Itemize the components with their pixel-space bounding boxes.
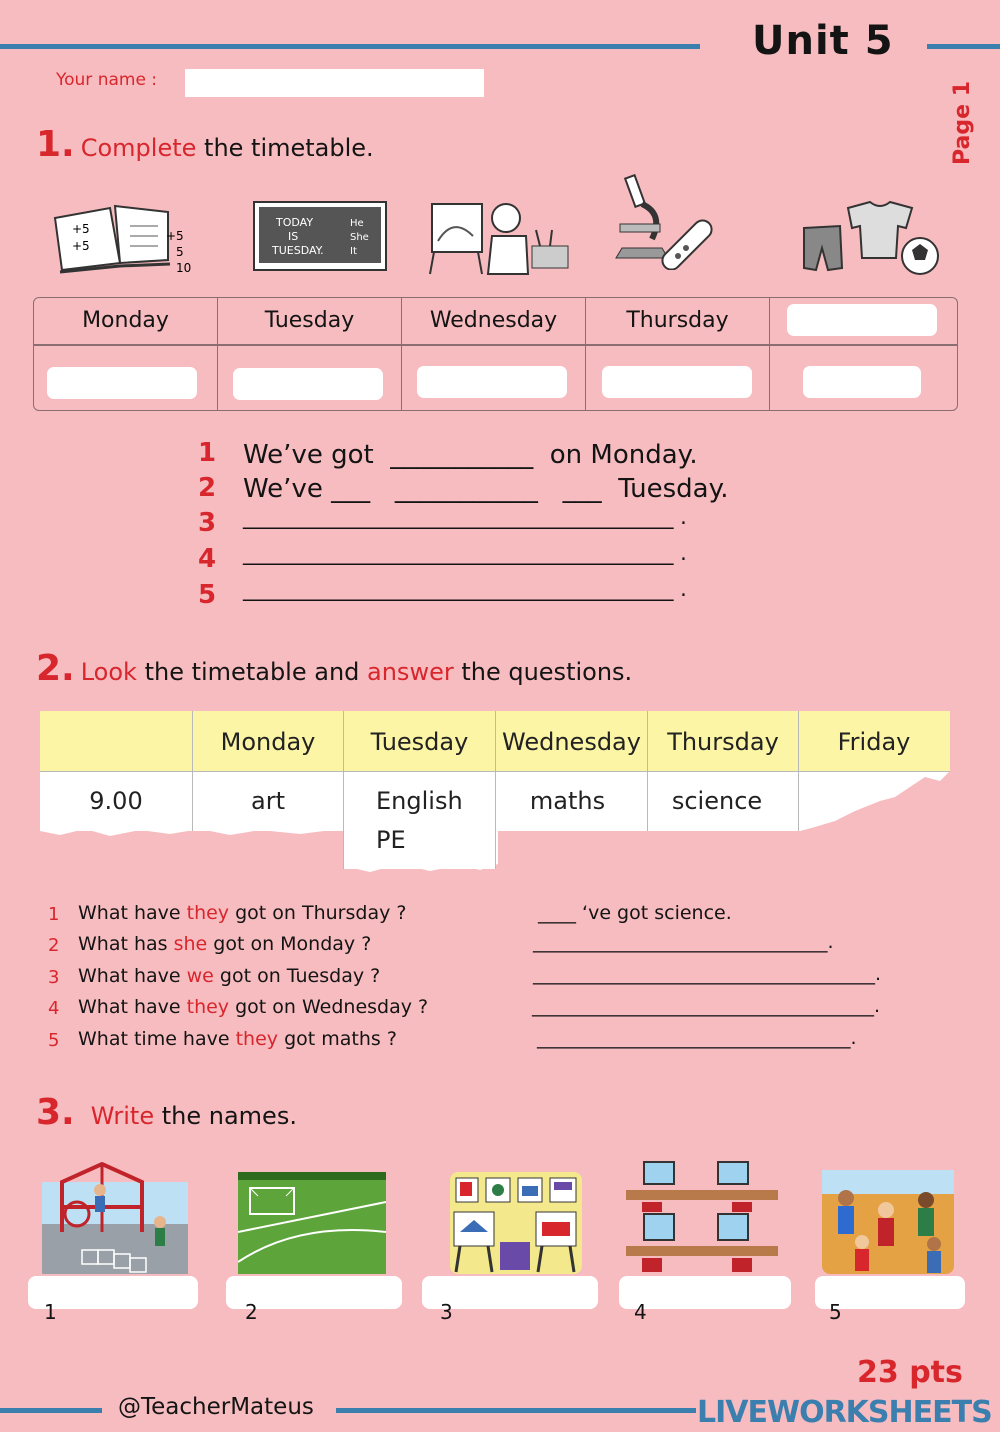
liveworksheets-logo: LIVEWORKSHEETS: [697, 1395, 992, 1430]
section3-title-rest: the names.: [154, 1102, 297, 1130]
tuesday-subject-input[interactable]: [233, 368, 383, 400]
q3-num: 3: [48, 967, 60, 988]
playground-picture: [42, 1162, 188, 1274]
svg-text:He: He: [350, 218, 364, 229]
q5-text: What time have they got maths ?: [78, 1028, 397, 1050]
section2-number: 2.: [36, 648, 75, 689]
name-input[interactable]: [185, 69, 484, 97]
q5-answer[interactable]: _________________________________.: [537, 1027, 857, 1049]
t2-thursday-subject: science: [671, 787, 763, 815]
section1-number: 1.: [36, 124, 75, 165]
t2-col-thursday: Thursday: [667, 728, 779, 756]
day-thursday: Thursday: [626, 308, 729, 333]
svg-text:+5: +5: [72, 222, 90, 236]
picture-label-2: 2: [245, 1300, 258, 1324]
footer-rule-right: [336, 1408, 696, 1413]
section1-title-rest: the timetable.: [196, 134, 374, 162]
svg-text:10: 10: [176, 261, 192, 275]
page-label: Page 1: [950, 80, 975, 165]
section1-title-verb: Complete: [80, 134, 197, 162]
t2-wednesday-subject: maths: [529, 787, 606, 815]
chalkboard-icon: [252, 198, 388, 274]
sentence-5[interactable]: _________________________________________ .: [243, 577, 687, 601]
torn-edge-right: [795, 771, 955, 833]
board-word-is: IS: [288, 230, 299, 243]
section1-title: [36, 124, 374, 165]
computer-room-picture: [622, 1160, 782, 1276]
section3-title: [36, 1092, 297, 1133]
picture-label-4: 4: [634, 1300, 647, 1324]
picture-label-5: 5: [829, 1300, 842, 1324]
svg-text:+5: +5: [166, 229, 184, 243]
t2-col-friday: Friday: [837, 728, 911, 756]
day-monday: Monday: [82, 308, 169, 333]
sports-field-picture: [238, 1172, 386, 1274]
t2-time: 9.00: [89, 787, 143, 815]
t2-tuesday-extra: PE: [376, 826, 406, 854]
t2-col-monday: Monday: [220, 728, 316, 756]
sentence-num-3: 3: [198, 508, 217, 538]
sentence-3[interactable]: _________________________________________ .: [243, 505, 687, 529]
microscope-icon: [612, 174, 762, 270]
q1-num: 1: [48, 904, 60, 925]
wednesday-subject-input[interactable]: [417, 366, 567, 398]
section2-title-end: the questions.: [453, 658, 633, 686]
q1-text: What have they got on Thursday ?: [78, 902, 407, 924]
section2-title-mid: the timetable and: [136, 658, 368, 686]
author-handle: @TeacherMateus: [118, 1394, 314, 1420]
top-rule-right: [927, 44, 1000, 49]
section2-title: [36, 648, 632, 689]
svg-text:It: It: [350, 246, 357, 257]
playing-children-picture: [822, 1170, 954, 1274]
picture-label-1: 1: [44, 1300, 57, 1324]
day5-input[interactable]: [787, 304, 937, 336]
sentence-num-1: 1: [198, 438, 217, 468]
svg-text:5: 5: [176, 245, 184, 259]
painting-child-icon: [428, 196, 573, 276]
row-divider: [34, 344, 957, 346]
sentence-1[interactable]: We’ve got ___________ on Monday.: [243, 440, 698, 470]
sentence-4[interactable]: _________________________________________ .: [243, 541, 687, 565]
q4-answer[interactable]: ____________________________________.: [532, 995, 881, 1017]
name-label: Your name :: [56, 70, 158, 90]
pe-clothes-icon: [800, 198, 942, 276]
footer-rule-left: [0, 1408, 102, 1413]
q3-answer[interactable]: ____________________________________.: [533, 963, 882, 985]
points-total: 23 pts: [857, 1355, 963, 1390]
board-word-today: TODAY: [276, 216, 314, 229]
section2-title-answer: answer: [367, 658, 454, 686]
q4-text: What have they got on Wednesday ?: [78, 996, 429, 1018]
svg-text:She: She: [350, 232, 369, 243]
sentence-num-4: 4: [198, 544, 217, 574]
monday-subject-input[interactable]: [47, 367, 197, 399]
unit-title: Unit 5: [752, 18, 894, 64]
t2-tuesday-subject: English: [376, 787, 463, 815]
t2-hdivider: [40, 771, 950, 772]
maths-book-icon: [50, 198, 200, 278]
t2-col-wednesday: Wednesday: [502, 728, 641, 756]
picture-label-3: 3: [440, 1300, 453, 1324]
q1-answer[interactable]: ____ ‘ve got science.: [538, 902, 732, 924]
svg-text:+5: +5: [72, 239, 90, 253]
section3-title-verb: Write: [90, 1102, 155, 1130]
sentence-num-2: 2: [198, 473, 217, 503]
day5-subject-input[interactable]: [803, 366, 921, 398]
q2-num: 2: [48, 935, 60, 956]
q4-num: 4: [48, 998, 60, 1019]
art-room-picture: [450, 1172, 582, 1274]
q2-text: What has she got on Monday ?: [78, 933, 372, 955]
q5-num: 5: [48, 1030, 60, 1051]
section3-number: 3.: [36, 1092, 75, 1133]
day-wednesday: Wednesday: [429, 308, 558, 333]
q3-text: What have we got on Tuesday ?: [78, 965, 381, 987]
thursday-subject-input[interactable]: [602, 366, 752, 398]
top-rule-left: [0, 44, 700, 49]
t2-monday-subject: art: [251, 787, 285, 815]
day-tuesday: Tuesday: [264, 308, 355, 333]
torn-edge: [40, 826, 510, 874]
sentence-2[interactable]: We’ve ___ ___________ ___ Tuesday.: [243, 474, 729, 504]
board-word-tuesday: TUESDAY.: [272, 244, 324, 257]
sentence-num-5: 5: [198, 580, 217, 610]
section2-title-look: Look: [80, 658, 137, 686]
t2-col-tuesday: Tuesday: [370, 728, 469, 756]
q2-answer[interactable]: _______________________________.: [533, 931, 834, 953]
